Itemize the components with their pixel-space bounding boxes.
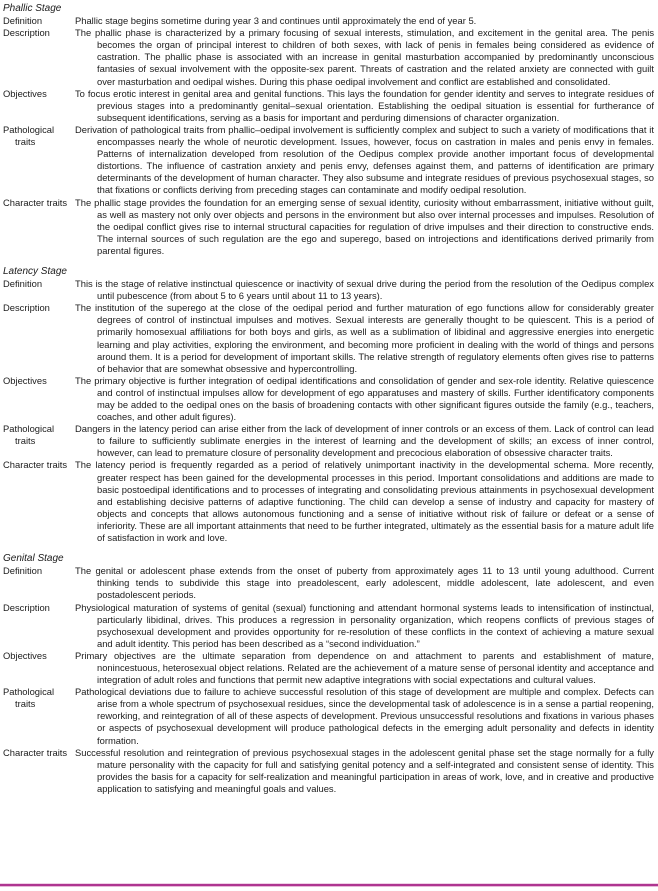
row-label: Objectives [3, 87, 47, 99]
row-label: Definition [3, 565, 43, 577]
table-row [2, 375, 654, 423]
table-row [2, 15, 654, 27]
table-bottom-rule [0, 884, 658, 886]
row-text: The phallic stage provides the foundation for an emerging sense of sexual identity, curiosity without embarrassment, initiative without guilt, as well as mastery not only over objects and persons in the environment but also over internal processes and impulses. Resolution of the oedipal conflict gives rise to internal structural capacities for regulation of drive impulses and their direction to constructive ends. The internal sources of such regulation are the ego and superego, based on introjections and identifications derived primarily from parental figures. [75, 196, 654, 256]
row-label: Character traits [3, 196, 68, 208]
stage-title-phallic: Phallic Stage [3, 3, 62, 14]
table-row [2, 197, 654, 257]
row-text: Pathological deviations due to failure to achieve successful resolution of this stage of development are multiple and complex. Defects can arise from a whole spectrum of psychosexual residues, since the developmental task of adolescence is in a sense a partial reopening, reworking, and reintegration of all of these aspects of development. Previous unsuccessful resolutions and fixations in various phases or aspects of psychosexual development will produce pathological defects in the emerging adult personality and defects in identity formation. [75, 686, 654, 746]
row-label: Objectives [3, 374, 47, 386]
table-row [2, 423, 654, 459]
row-label: Description [3, 601, 50, 613]
table-row [2, 27, 654, 87]
stage-title-genital: Genital Stage [3, 553, 64, 565]
table-row [2, 747, 654, 795]
row-text: This is the stage of relative instinctual quiescence or inactivity of sexual drive during the period from the resolution of the Oedipus complex until pubescence (from about 5 to 6 years until about 11 to 13 years). [75, 278, 654, 302]
row-label: Character traits [3, 746, 68, 758]
row-label: Objectives [3, 649, 47, 661]
table-row [2, 602, 654, 650]
table-row [2, 686, 654, 746]
row-text: Successful resolution and reintegration of previous psychosexual stages in the adolescent genital phase set the stage normally for a fully mature personality with the capacity for full and satisfying genital potency and a self-integrated and consistent sense of identity. This provides the basis for a capacity for self-realization and meaningful participation in areas of work, love, and in creative and productive application to satisfying and meaningful goals and values. [75, 746, 654, 794]
table-row [2, 88, 654, 124]
stage-title-latency: Latency Stage [3, 265, 67, 277]
row-text: To focus erotic interest in genital area and genital functions. This lays the foundation for gender identity and serves to integrate residues of previous stages into a predominantly genital–sexual orientation. Establishing the oedipal situation is essential for furtherance of subsequent identifications, serving as a basis for important and perduring dimensions of character organization. [75, 87, 654, 123]
row-label: Definition [3, 278, 43, 290]
row-text: Phallic stage begins sometime during year 3 and continues until approximately the end of year 5. [75, 15, 477, 27]
row-label: Character traits [3, 459, 68, 471]
row-text: The latency period is frequently regarded as a period of relatively unimportant inactivity in the developmental schema. More recently, greater respect has been gained for the developmental processes in this period. Important consolidations and additions are made to basic postoedipal identifications and to processes of integrating and consolidating previous attainments in psychosexual development and establishing decisive patterns of adaptive functioning. The child can develop a sense of industry and capacity for mastery of objects and concepts that allows autonomous functioning and a sense of initiative without risk of failure or defeat or a sense of inferiority. These are all important attainments that need to be further integrated, ultimately as the essential basis for a mature adult life of satisfaction in work and love. [75, 459, 654, 544]
row-label: Pathological traits [3, 686, 55, 710]
row-text: The genital or adolescent phase extends from the onset of puberty from approximately ages 11 to 13 until young adulthood. Current thinking tends to subdivide this stage into preadolescent, early adolescent, middle adolescent, late adolescent, and even postadolescent periods. [75, 565, 654, 601]
table-row [2, 124, 654, 197]
table-row [2, 459, 654, 544]
row-text: The primary objective is further integration of oedipal identifications and consolidation of gender and sex-role identity. Relative quiescence and control of instinctual impulses allow for development of ego apparatuses and mastery of skills. Further identificatory components may be added to the oedipal ones on the basis of broadening contacts with other significant figures outside the family (e.g., teachers, coaches, and other adult figures). [75, 374, 654, 423]
row-label: Pathological traits [3, 423, 55, 447]
row-label: Description [3, 302, 50, 314]
row-text: Dangers in the latency period can arise either from the lack of development of inner controls or an excess of them. Lack of control can lead to failure to sufficiently sublimate energies in the interest of learning and the development of skills; an excess of inner control, however, can lead to premature closure of personality development and precocious elaboration of obsessive character traits. [75, 423, 654, 459]
table-row [2, 565, 654, 601]
row-label: Pathological traits [3, 123, 55, 148]
row-text: Physiological maturation of systems of genital (sexual) functioning and attendant hormonal systems leads to intensification of instinctual, particularly libidinal, drives. This produces a regression in personality organization, which reopens conflicts of previous stages of psychosexual development and provides opportunity for re-resolution of these conflicts in the context of achieving a mature sexual and adult identity. This period has been described as a “second individuation.” [75, 601, 654, 649]
row-label: Description [3, 27, 50, 39]
row-label: Definition [3, 15, 43, 27]
table-row [2, 278, 654, 302]
table-row [2, 650, 654, 686]
table-row [2, 302, 654, 375]
row-text: The institution of the superego at the close of the oedipal period and further maturation of ego functions allow for considerably greater degrees of control of instinctual impulses and motives. Sexual interests are generally thought to be quiescent. This is a period of primarily homosexual affiliations for both boys and girls, as well as a sublimation of libidinal and aggressive energies into energetic learning and play activities, exploring the environment, and becoming more proficient in dealing with the world of things and persons around them. It is a period for development of important skills. The relative strength of regulatory elements often gives rise to patterns of behavior that are somewhat obsessive and hypercontrolling. [75, 302, 654, 374]
row-text: The phallic phase is characterized by a primary focusing of sexual interests, stimulation, and excitement in the genital area. The penis becomes the organ of principal interest to children of both sexes, with lack of penis in females being considered as evidence of castration. The phallic phase is associated with an increase in genital masturbation accompanied by predominantly unconscious fantasies of sexual involvement with the opposite-sex parent. Threats of castration and the related anxiety are connected with guilt over masturbation and oedipal wishes. During this phase oedipal involvement and conflict are established and consolidated. [75, 27, 654, 87]
row-text: Derivation of pathological traits from phallic–oedipal involvement is sufficiently complex and subject to such a variety of modifications that it encompasses nearly the whole of neurotic development. Issues, however, focus on castration in males and penis envy in females. Patterns of internalization developed from resolution of the Oedipus complex provide another important focus of developmental distortions. The influence of castration anxiety and penis envy, defenses against them, and patterns of identification are primary determinants of the development of human character. They also subsume and integrate residues of previous psychosexual stages, so that fixations or conflicts deriving from preceding stages can contaminate and modify oedipal resolution. [75, 123, 654, 196]
row-text: Primary objectives are the ultimate separation from dependence on and attachment to parents and establishment of mature, nonincestuous, heterosexual object relations. Related are the achievement of a mature sense of personal identity and acceptance and integration of adult roles and functions that permit new adaptive integrations with social expectations and cultural values. [75, 649, 654, 686]
